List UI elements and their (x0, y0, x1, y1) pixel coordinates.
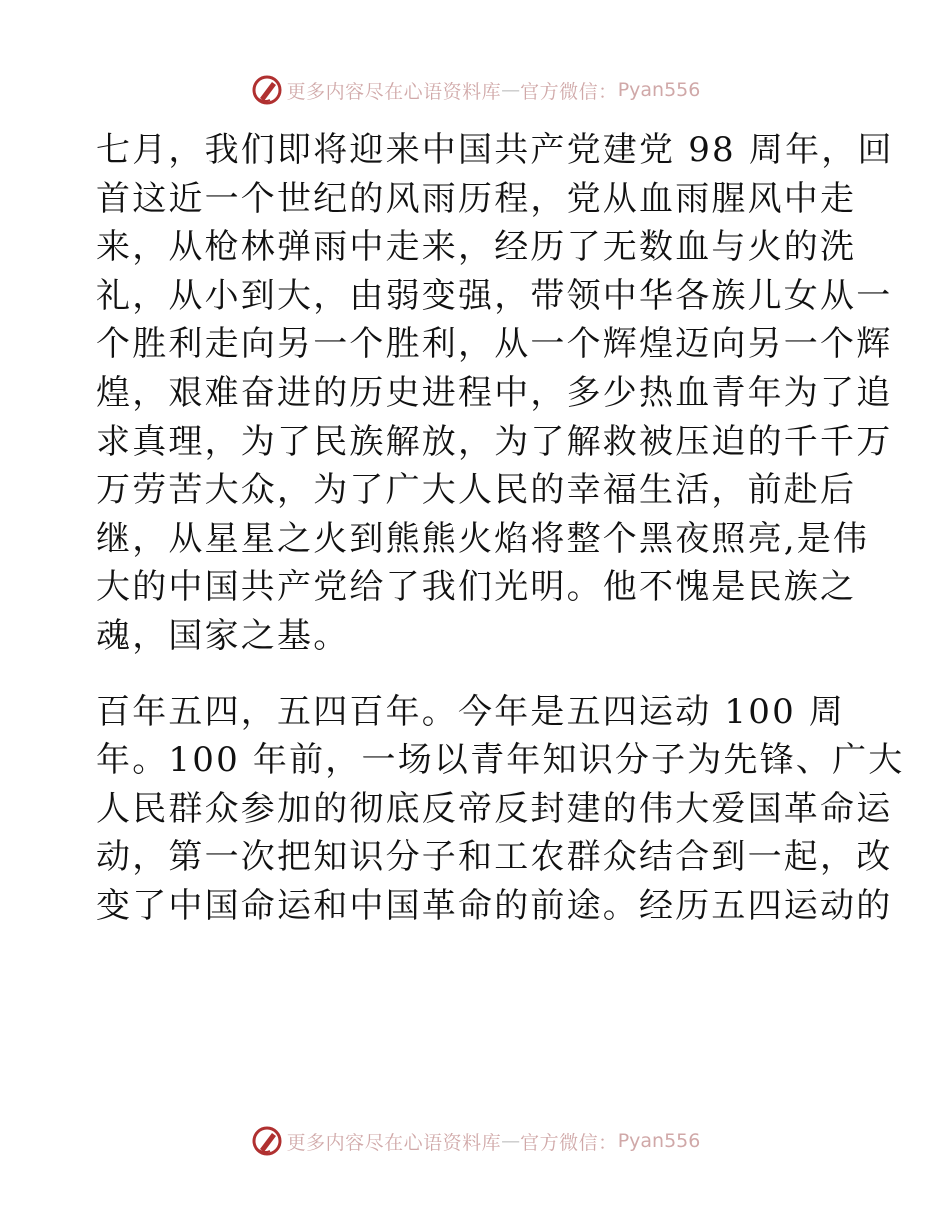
text-line: 求真理，为了民族解放，为了解救被压迫的千千万 (96, 421, 893, 462)
text-line: 万劳苦大众，为了广大人民的幸福生活，前赴后 (96, 470, 857, 511)
text-line: 魂，国家之基。 (96, 615, 350, 656)
watermark-wechat-label: 官方微信： (520, 1131, 618, 1154)
watermark-wechat-label: 官方微信： (520, 80, 618, 103)
text-line: 个胜利走向另一个胜利，从一个辉煌迈向另一个辉 (96, 324, 893, 365)
pen-logo-icon (250, 73, 284, 107)
text-line: 首这近一个世纪的风雨历程，党从血雨腥风中走 (96, 178, 857, 219)
watermark-separator: — (501, 79, 521, 101)
watermark-separator: — (501, 1130, 521, 1152)
document-body (96, 126, 905, 931)
text-line: 继，从星星之火到熊熊火焰将整个黑夜照亮,是伟 (96, 518, 870, 559)
footer-watermark (0, 1124, 950, 1158)
text-line: 来，从枪林弹雨中走来，经历了无数血与火的洗 (96, 227, 857, 268)
text-line: 变了中国命运和中国革命的前途。经历五四运动的 (96, 885, 893, 926)
watermark-site: 更多内容尽在心语资料库 (286, 1131, 502, 1154)
paragraph-1 (96, 126, 894, 661)
watermark-wechat-id: Pyan556 (617, 1130, 701, 1152)
text-line: 煌，艰难奋进的历史进程中，多少热血青年为了追 (96, 372, 893, 413)
text-line: 年。100 年前，一场以青年知识分子为先锋、广大 (96, 740, 905, 781)
header-watermark (0, 73, 950, 107)
watermark-wechat-id: Pyan556 (617, 79, 701, 101)
text-line: 动，第一次把知识分子和工农群众结合到一起，改 (96, 837, 893, 878)
text-line: 人民群众参加的彻底反帝反封建的伟大爱国革命运 (96, 788, 893, 829)
text-line: 礼，从小到大，由弱变强，带领中华各族儿女从一 (96, 275, 893, 316)
pen-logo-icon (250, 1124, 284, 1158)
watermark-site: 更多内容尽在心语资料库 (286, 80, 502, 103)
text-line: 大的中国共产党给了我们光明。他不愧是民族之 (96, 567, 857, 608)
text-line: 百年五四，五四百年。今年是五四运动 100 周 (96, 691, 846, 732)
paragraph-2 (96, 688, 905, 931)
text-line: 七月，我们即将迎来中国共产党建党 98 周年，回 (96, 130, 894, 170)
